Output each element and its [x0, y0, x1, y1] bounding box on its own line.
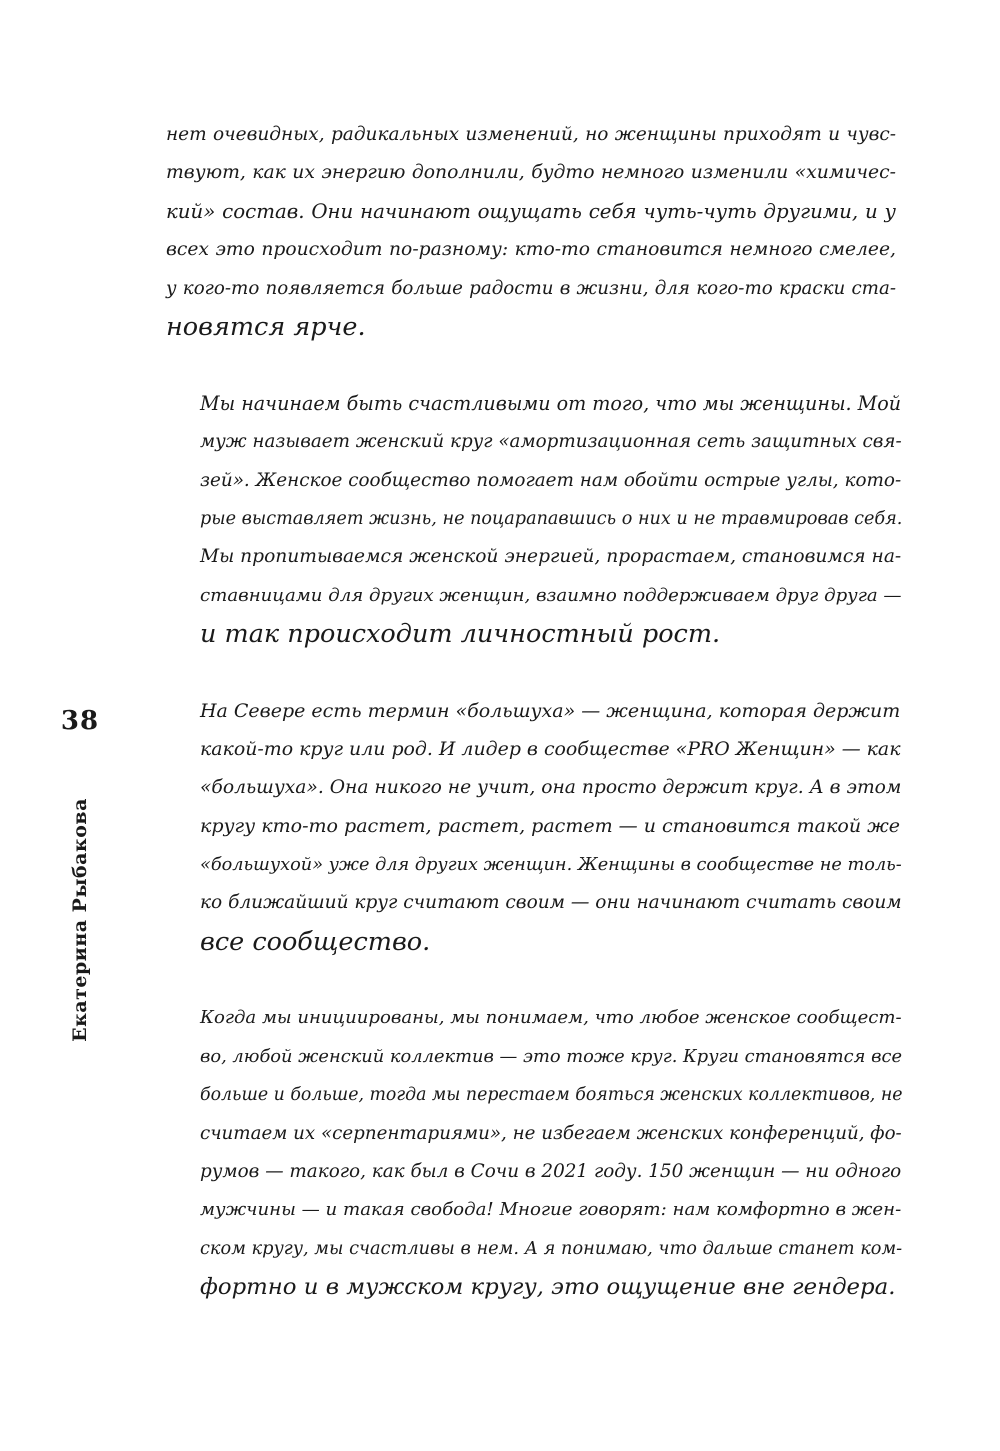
paragraph: [166, 385, 903, 654]
paragraph: [166, 999, 903, 1306]
text-line: твуют, как их энергию дополнили, будто немного изменили «химичес-: [166, 162, 896, 184]
text-line: рые выставляет жизнь, не поцарапавшись о них и не травмировав себя.: [200, 509, 903, 530]
text-line: мужчины — и такая свобода! Многие говорят: нам комфортно в жен-: [200, 1199, 902, 1221]
text-line: «большухой» уже для других женщин. Женщины в сообществе не толь-: [200, 854, 902, 875]
text-line: На Севере есть термин «большуха» — женщина, которая держит: [200, 700, 901, 723]
text-line: «большуха». Она никого не учит, она просто держит круг. А в этом: [200, 776, 902, 798]
text-line: какой-то круг или род. И лидер в сообществе «PRO Женщин» — как: [200, 738, 901, 761]
text-line: зей». Женское сообщество помогает нам обойти острые углы, кото-: [200, 469, 902, 491]
author-running-head: [62, 800, 98, 1040]
text-line: у кого-то появляется больше радости в жизни, для кого-то краски ста-: [166, 277, 896, 299]
text-line: и так происходит личностный рост.: [200, 619, 721, 650]
text-line: нет очевидных, радикальных изменений, но женщины приходят и чувс-: [166, 124, 896, 145]
text-line: кий» состав. Они начинают ощущать себя чуть-чуть другими, и у: [166, 199, 896, 223]
text-line: фортно и в мужском кругу, это ощущение вне гендера.: [200, 1274, 896, 1301]
text-line: муж называет женский круг «амортизационная сеть защитных свя-: [200, 431, 902, 453]
text-line: Когда мы инициированы, мы понимаем, что любое женское сообщест-: [200, 1007, 902, 1029]
text-line: кругу кто-то растет, растет, растет — и становится такой же: [200, 815, 900, 838]
text-line: больше и больше, тогда мы перестаем бояться женских коллективов, не: [200, 1085, 903, 1106]
text-line: новятся ярче.: [166, 312, 366, 343]
paragraph: [166, 116, 896, 346]
body-text: [166, 116, 903, 1345]
page-number: 38: [60, 706, 100, 736]
text-line: ставницами для других женщин, взаимно поддерживаем друг друга —: [200, 584, 902, 606]
paragraph: [166, 692, 902, 961]
text-line: считаем их «серпентариями», не избегаем женских конференций, фо-: [200, 1122, 902, 1144]
text-line: ко ближайший круг считают своим — они начинают считать своим: [200, 892, 902, 914]
text-line: Мы начинаем быть счастливыми от того, что мы женщины. Мой: [200, 391, 902, 415]
text-line: все сообщество.: [200, 926, 431, 957]
author-name: Екатерина Рыбакова: [69, 798, 91, 1042]
text-line: всех это происходит по-разному: кто-то становится немного смелее,: [166, 239, 896, 261]
text-line: Мы пропитываемся женской энергией, прорастаем, становимся на-: [200, 546, 902, 568]
text-line: во, любой женский коллектив — это тоже круг. Круги становятся все: [200, 1045, 902, 1067]
text-line: ском кругу, мы счастливы в нем. А я понимаю, что дальше станет ком-: [200, 1238, 903, 1259]
text-line: румов — такого, как был в Сочи в 2021 году. 150 женщин — ни одного: [200, 1160, 902, 1182]
